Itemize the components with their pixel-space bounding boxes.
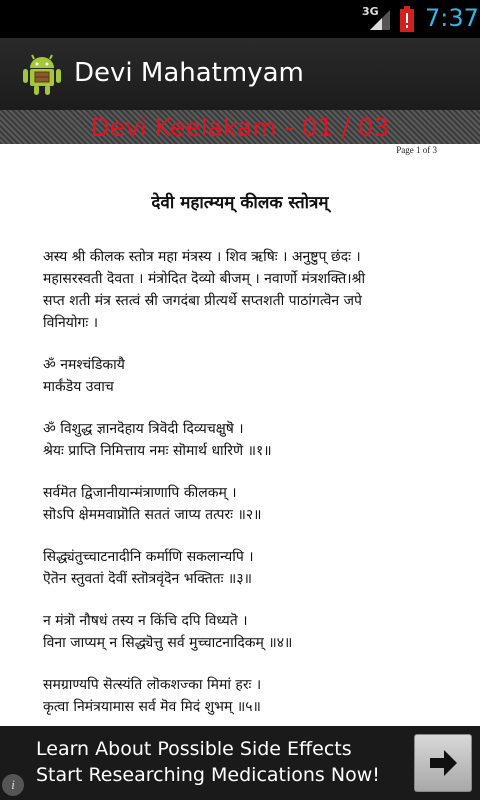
android-app-icon[interactable] [22, 54, 62, 96]
verse-line: मार्कंडॆय उवाच [43, 379, 114, 395]
verse-line: विनियोगः । [43, 315, 99, 331]
verse-line: ॐ नमश्चंडिकायै [43, 357, 125, 373]
chapter-title: Devi Keelakam - 01 / 03 [90, 113, 390, 142]
status-time: 7:37 [425, 4, 479, 32]
verse-4 [43, 610, 292, 654]
verse-line: महासरस्वती दॆवता । मंत्रोदित दॆव्यो बीजम् । नवार्णो मंत्रशक्ति।श्री [43, 271, 366, 287]
ad-line-2: Start Researching Medications Now! [36, 764, 380, 786]
info-icon[interactable]: i [2, 774, 24, 796]
document-heading: देवी महात्म्यम् कीलक स्तोत्रम् [151, 193, 329, 213]
ad-text[interactable] [36, 736, 380, 788]
page-indicator: Page 1 of 3 [396, 145, 437, 155]
chapter-title-bar [0, 110, 480, 144]
verse-line: सप्त शती मंत्र स्तत्वं स्री जगदंबा प्रीत्यर्थे सप्तशती पाठांगत्वॆन जपे [43, 293, 362, 309]
right-arrow-icon [415, 735, 471, 791]
paragraph-invocation [43, 246, 365, 334]
ad-banner[interactable] [0, 726, 480, 800]
document-page[interactable] [0, 144, 480, 726]
app-title: Devi Mahatmyam [74, 58, 304, 88]
verse-2 [43, 482, 262, 526]
verse-5 [43, 674, 261, 718]
paragraph-namaskara [43, 354, 125, 398]
verse-line: विना जाप्यम् न सिद्ध्यॆत्तु सर्व मुच्चाटनादिकम् ॥४॥ [43, 635, 293, 651]
verse-line: सर्वमॆत द्विजानीयान्मंत्राणापि कीलकम् । [43, 485, 237, 501]
verse-3 [43, 546, 254, 590]
battery-alert-icon [400, 6, 414, 32]
ad-line-1: Learn About Possible Side Effects [36, 738, 352, 760]
status-bar [0, 0, 480, 38]
verse-line: न मंत्रॊ नौषधं तस्य न किंचि दपि विध्यतॆ । [43, 613, 248, 629]
verse-line: समग्राण्यपि सॆत्स्यंति लॊकशज्का मिमां हरः । [43, 677, 262, 693]
verse-line: ॐ विशुद्ध ज्ञानदॆहाय त्रिवॆदी दिव्यचक्षुषॆ । [43, 421, 244, 437]
verse-line: श्रेयः प्राप्ति निमित्ताय नमः सॊमार्थ धारिणॆ ॥१॥ [43, 443, 272, 459]
action-bar [0, 38, 480, 110]
ad-go-button[interactable] [414, 734, 472, 792]
verse-line: कृत्वा निमंत्रयामास सर्व मॆव मिदं शुभम् ॥५॥ [43, 699, 261, 715]
verse-line: ऎतॆन स्तुवतां दॆवीं स्तॊत्रवृंदॆन भक्तितः ॥३॥ [43, 571, 252, 587]
cell-signal-icon [368, 8, 392, 32]
verse-line: सॊ‌ऽपि क्षेममवाप्नॊति सततं जाप्य तत्परः ॥२॥ [43, 507, 262, 523]
verse-1 [43, 418, 272, 462]
network-type: 3G [362, 5, 379, 18]
verse-line: अस्य श्री कीलक स्तोत्र महा मंत्रस्य । शिव ऋषिः । अनुष्टुप् छंदः । [43, 249, 361, 265]
verse-line: सिद्ध्यंतुच्चाटनादीनि कर्माणि सकलान्यपि । [43, 549, 254, 565]
